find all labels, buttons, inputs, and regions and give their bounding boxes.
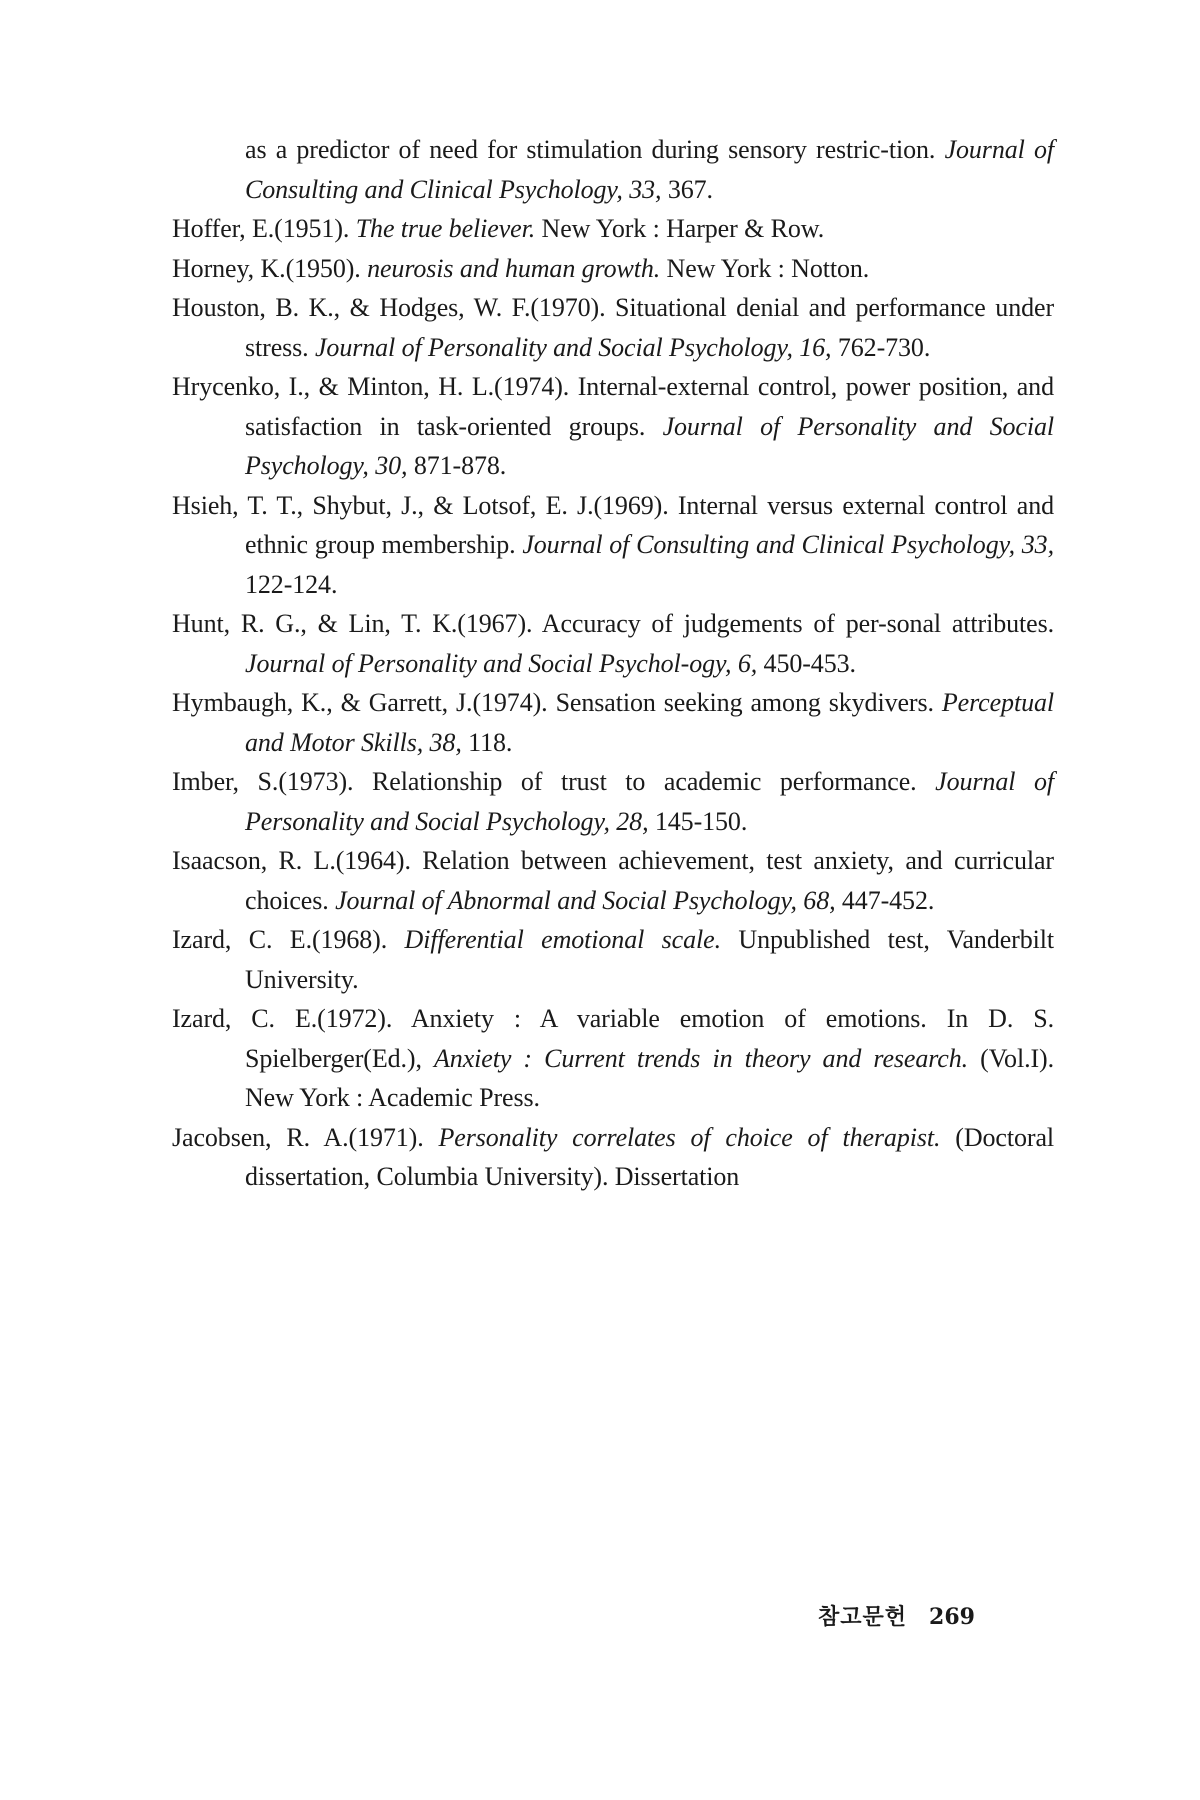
reference-text: Hymbaugh, K., & Garrett, J.(1974). Sensation seeking among skydivers.	[172, 688, 942, 717]
reference-entry-imber	[172, 762, 1054, 841]
reference-text: Hsieh, T. T., Shybut, J., & Lotsof, E. J.(1969). Internal versus external control and ethnic group membership.	[172, 490, 1054, 559]
reference-entry-hymbaugh	[172, 683, 1054, 762]
reference-source: Unpublished test, Vanderbilt University.	[245, 925, 1055, 994]
journal-title: Journal of Consulting and Clinical Psychology, 33,	[245, 135, 1055, 204]
reference-author-year: Horney, K.(1950).	[172, 253, 368, 283]
book-title: neurosis and human growth.	[367, 253, 661, 283]
reference-text: Isaacson, R. L.(1964). Relation between achievement, test anxiety, and curricular choices.	[172, 846, 1054, 915]
reference-entry-hrycenko	[172, 367, 1054, 486]
reference-publisher: New York : Notton.	[660, 253, 870, 283]
reference-pages: 145-150.	[648, 806, 748, 836]
reference-pages: 122-124.	[245, 569, 338, 599]
book-title: The true believer.	[355, 214, 536, 243]
journal-title: Journal of Personality and Social Psychology, 16,	[314, 332, 832, 362]
reference-source: (Doctoral dissertation, Columbia University). Dissertation	[245, 1122, 1055, 1191]
reference-entry-izard-1972	[172, 999, 1054, 1118]
reference-pages: 762-730.	[831, 332, 931, 362]
journal-title: Journal of Personality and Social Psychol-ogy, 6,	[245, 648, 758, 678]
reference-entry-izard-1968	[172, 920, 1054, 999]
reference-pages: 871-878.	[407, 451, 507, 480]
reference-text: Houston, B. K., & Hodges, W. F.(1970). Situational denial and performance under stress.	[172, 293, 1054, 362]
reference-entry-hsieh	[172, 486, 1054, 605]
reference-text: Izard, C. E.(1972). Anxiety : A variable emotion of emotions. In D. S. Spielberger(Ed.),	[172, 1004, 1054, 1073]
reference-publisher: New York : Harper & Row.	[535, 214, 825, 243]
reference-author-year: Jacobsen, R. A.(1971).	[172, 1122, 439, 1152]
reference-text: Hunt, R. G., & Lin, T. K.(1967). Accuracy of judgements of per-sonal attributes.	[172, 609, 1054, 638]
reference-author-year: Hoffer, E.(1951).	[172, 214, 356, 243]
reference-entry-isaacson	[172, 841, 1054, 920]
page-number: 269	[929, 1604, 975, 1630]
reference-publisher: (Vol.I). New York : Academic Press.	[245, 1043, 1054, 1112]
dissertation-title: Personality correlates of choice of therapist.	[438, 1122, 941, 1152]
journal-title: Journal of Abnormal and Social Psychology, 68,	[335, 885, 836, 915]
journal-title: Journal of Personality and Social Psychology, 28,	[245, 767, 1054, 836]
reference-pages: 367.	[661, 174, 713, 204]
reference-pages: 447-452.	[835, 885, 935, 915]
work-title: Differential emotional scale.	[404, 925, 721, 954]
reference-text: as a predictor of need for stimulation during sensory restric-tion.	[245, 135, 945, 164]
reference-list	[172, 130, 1054, 1197]
reference-author-year: Izard, C. E.(1968).	[172, 925, 405, 954]
reference-pages: 450-453.	[757, 648, 856, 678]
reference-entry-hunt	[172, 604, 1054, 683]
journal-title: Journal of Consulting and Clinical Psychology, 33,	[522, 530, 1054, 559]
reference-entry-hoffer	[172, 209, 1054, 249]
reference-text: Imber, S.(1973). Relationship of trust to academic performance.	[172, 767, 936, 796]
journal-title: Journal of Personality and Social Psychology, 30,	[245, 411, 1054, 480]
page-footer	[818, 1602, 975, 1633]
reference-entry-jacobsen	[172, 1118, 1054, 1197]
journal-title: Perceptual and Motor Skills, 38,	[245, 688, 1054, 757]
reference-pages: 118.	[461, 727, 513, 757]
book-title: Anxiety : Current trends in theory and research.	[434, 1043, 969, 1073]
reference-entry-continued	[172, 130, 1054, 209]
reference-text: Hrycenko, I., & Minton, H. L.(1974). Internal-external control, power position, and satisfaction in task-oriented groups.	[172, 372, 1054, 441]
section-title: 참고문헌	[818, 1605, 908, 1630]
reference-entry-horney	[172, 249, 1054, 289]
reference-entry-houston	[172, 288, 1054, 367]
